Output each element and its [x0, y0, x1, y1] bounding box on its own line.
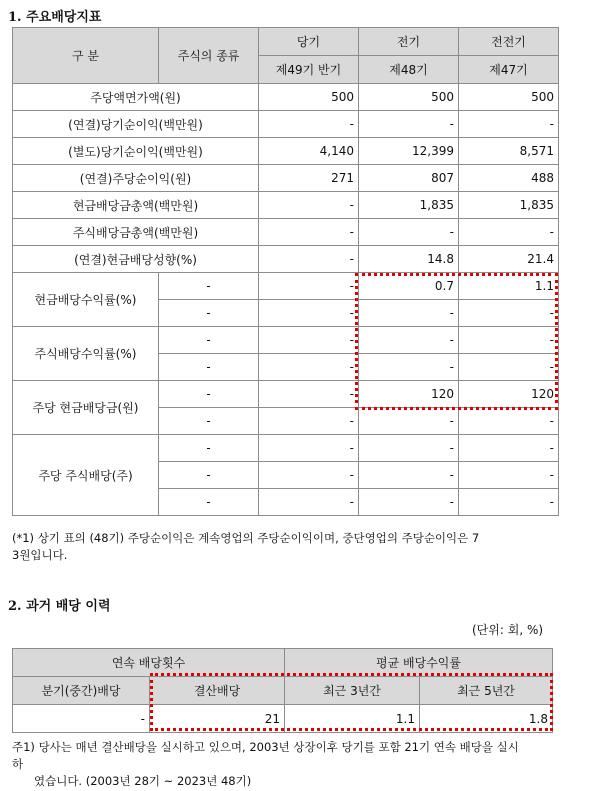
row-value-v3: - [459, 111, 559, 138]
stock-type-cell: - [159, 435, 259, 462]
group-label: 주당 현금배당금(원) [13, 381, 159, 435]
value-recent3: 1.1 [285, 705, 420, 733]
section1-title: 1. 주요배당지표 [8, 10, 102, 25]
row-value-v3: 8,571 [459, 138, 559, 165]
row-value-v1: - [259, 354, 359, 381]
history-header-row [13, 649, 553, 677]
section2-note-line3: 였습니다. (2003년 28기 ~ 2023년 48기) [34, 774, 252, 788]
header-stock-type: 주식의 종류 [159, 28, 259, 84]
row-value-v2: - [359, 300, 459, 327]
row-value-v2: - [359, 408, 459, 435]
header-consecutive: 연속 배당횟수 [13, 649, 285, 677]
row-value-v1: - [259, 192, 359, 219]
row-value-v2: - [359, 354, 459, 381]
section2-note-line2: 하 [12, 757, 24, 771]
row-value-v2: - [359, 489, 459, 516]
header-recent5: 최근 5년간 [420, 677, 553, 705]
row-value-v3: - [459, 327, 559, 354]
row-value-v1: - [259, 246, 359, 273]
row-value-v2: - [359, 462, 459, 489]
group-label: 주식배당수익률(%) [13, 327, 159, 381]
stock-type-cell: - [159, 354, 259, 381]
row-value-v2: 12,399 [359, 138, 459, 165]
row-value-v3: 488 [459, 165, 559, 192]
row-value-v1: 4,140 [259, 138, 359, 165]
row-value-v3: - [459, 300, 559, 327]
header-recent3: 최근 3년간 [285, 677, 420, 705]
row-value-v3: 1.1 [459, 273, 559, 300]
section2-note [12, 739, 519, 790]
row-value-v1: - [259, 273, 359, 300]
table-row [13, 246, 559, 273]
row-value-v2: - [359, 219, 459, 246]
header-two-periods-ago: 전전기 [459, 28, 559, 56]
section1-note-line2: 3원입니다. [12, 548, 68, 562]
row-value-v1: - [259, 462, 359, 489]
section2-title: 2. 과거 배당 이력 [8, 599, 111, 614]
table-row [13, 219, 559, 246]
row-value-v1: - [259, 408, 359, 435]
row-value-v2: - [359, 327, 459, 354]
row-label: (연결)주당순이익(원) [13, 165, 259, 192]
value-quarterly: - [13, 705, 150, 733]
row-label: 주당액면가액(원) [13, 84, 259, 111]
table-row [13, 273, 559, 300]
history-subheader-row [13, 677, 553, 705]
row-value-v2: 120 [359, 381, 459, 408]
table-row [13, 327, 559, 354]
stock-type-cell: - [159, 273, 259, 300]
row-label: 주식배당금총액(백만원) [13, 219, 259, 246]
value-settlement: 21 [150, 705, 285, 733]
header-settlement: 결산배당 [150, 677, 285, 705]
header-two-periods-ago-sub: 제47기 [459, 56, 559, 84]
stock-type-cell: - [159, 327, 259, 354]
header-current-period: 당기 [259, 28, 359, 56]
table-row [13, 435, 559, 462]
row-value-v3: 120 [459, 381, 559, 408]
row-value-v2: - [359, 435, 459, 462]
table-header-row [13, 28, 559, 56]
row-value-v1: - [259, 111, 359, 138]
row-value-v1: - [259, 219, 359, 246]
row-label: 현금배당금총액(백만원) [13, 192, 259, 219]
row-value-v3: - [459, 435, 559, 462]
table-row [13, 192, 559, 219]
row-value-v3: - [459, 354, 559, 381]
row-value-v2: 1,835 [359, 192, 459, 219]
dividend-indicators-table [12, 27, 559, 516]
table-row [13, 138, 559, 165]
table-row [13, 84, 559, 111]
header-quarterly: 분기(중간)배당 [13, 677, 150, 705]
value-recent5: 1.8 [420, 705, 553, 733]
stock-type-cell: - [159, 381, 259, 408]
header-avg-yield: 평균 배당수익률 [285, 649, 553, 677]
row-value-v1: 500 [259, 84, 359, 111]
row-value-v3: - [459, 408, 559, 435]
row-value-v3: 500 [459, 84, 559, 111]
dividend-history-table [12, 648, 553, 733]
row-value-v2: 14.8 [359, 246, 459, 273]
row-value-v3: - [459, 489, 559, 516]
row-value-v2: - [359, 111, 459, 138]
stock-type-cell: - [159, 489, 259, 516]
row-value-v1: - [259, 300, 359, 327]
row-label: (별도)당기순이익(백만원) [13, 138, 259, 165]
row-value-v2: 807 [359, 165, 459, 192]
row-value-v1: - [259, 327, 359, 354]
header-current-period-sub: 제49기 반기 [259, 56, 359, 84]
stock-type-cell: - [159, 300, 259, 327]
section1-note [12, 530, 479, 564]
group-label: 현금배당수익률(%) [13, 273, 159, 327]
unit-label: (단위: 회, %) [472, 623, 544, 637]
header-previous-period: 전기 [359, 28, 459, 56]
table-row [13, 111, 559, 138]
section2-note-line1: 주1) 당사는 매년 결산배당을 실시하고 있으며, 2003년 상장이후 당기를 포함 21기 연속 배당을 실시 [12, 740, 519, 754]
row-value-v2: 500 [359, 84, 459, 111]
row-value-v3: 1,835 [459, 192, 559, 219]
section1-note-line1: (*1) 상기 표의 (48기) 주당순이익은 계속영업의 주당순이익이며, 중단영업의 주당순이익은 7 [12, 531, 480, 545]
header-gubun: 구 분 [13, 28, 159, 84]
stock-type-cell: - [159, 462, 259, 489]
row-value-v1: 271 [259, 165, 359, 192]
header-previous-period-sub: 제48기 [359, 56, 459, 84]
row-value-v1: - [259, 489, 359, 516]
stock-type-cell: - [159, 408, 259, 435]
row-label: (연결)당기순이익(백만원) [13, 111, 259, 138]
table-row [13, 381, 559, 408]
row-value-v3: 21.4 [459, 246, 559, 273]
row-value-v1: - [259, 435, 359, 462]
group-label: 주당 주식배당(주) [13, 435, 159, 516]
row-label: (연결)현금배당성향(%) [13, 246, 259, 273]
row-value-v3: - [459, 219, 559, 246]
history-value-row [13, 705, 553, 733]
row-value-v1: - [259, 381, 359, 408]
table-row [13, 165, 559, 192]
row-value-v2: 0.7 [359, 273, 459, 300]
row-value-v3: - [459, 462, 559, 489]
